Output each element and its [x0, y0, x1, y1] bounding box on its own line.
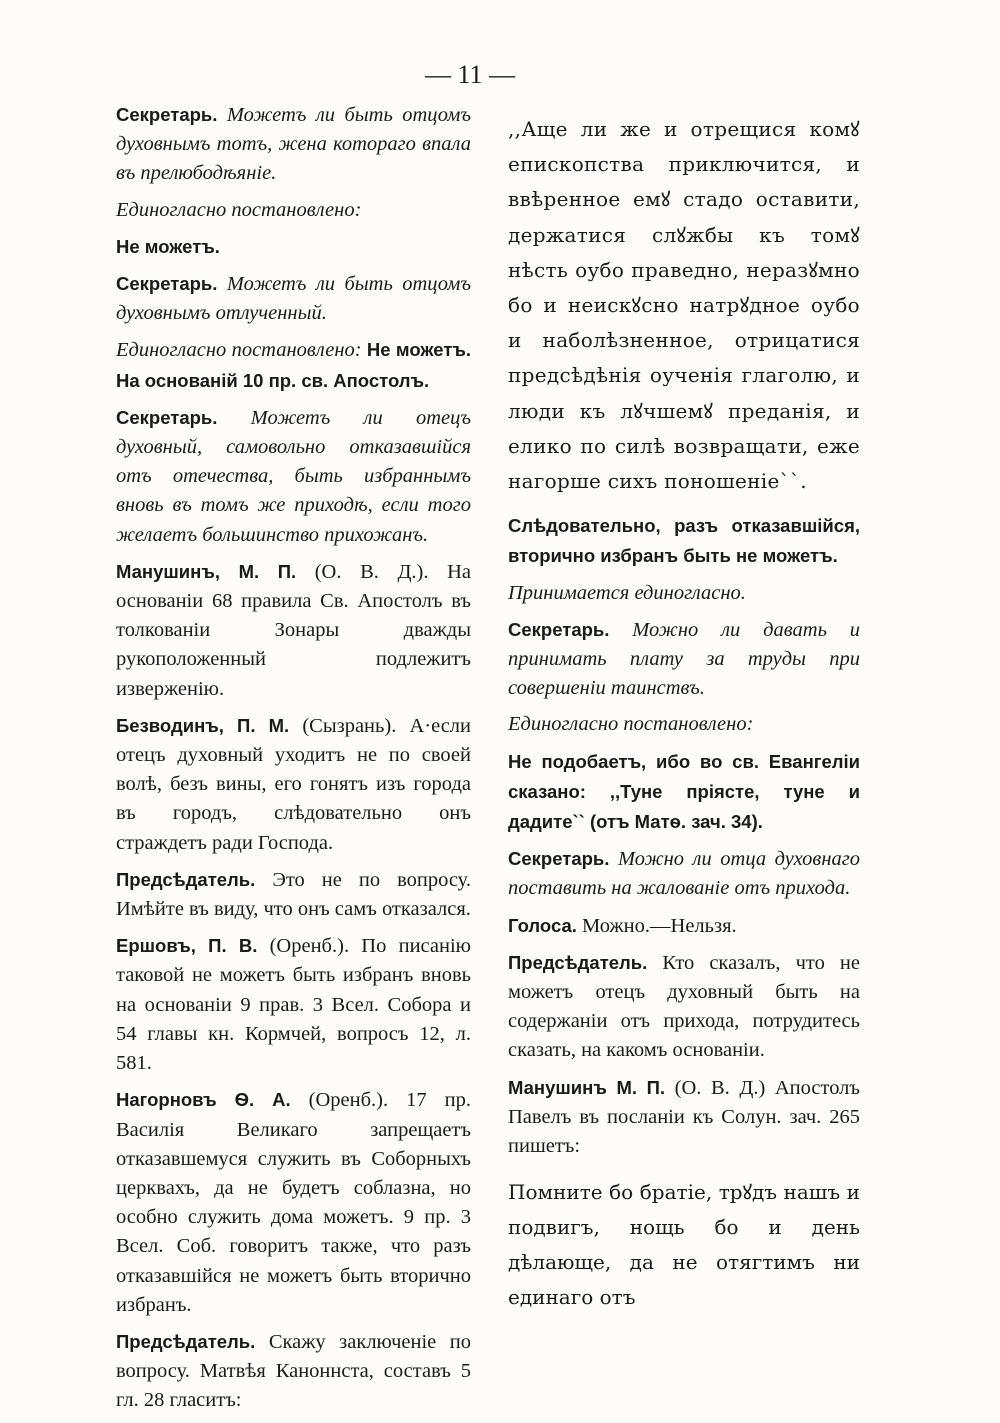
- speaker: Секретарь.: [116, 406, 218, 428]
- left-column: [116, 100, 471, 1423]
- right-column: [508, 100, 860, 1315]
- slavonic-quote-2: Помните бо братіе, трꙋдъ нашъ и подвигъ, нощь бо и день дѣлающе, да не отягтимъ ни единаго отъ: [508, 1180, 860, 1310]
- paragraph-text: Не можетъ.: [116, 235, 220, 257]
- paragraph: [116, 1085, 471, 1320]
- speaker: Секретарь.: [508, 618, 610, 640]
- speaker: Манушинъ, М. П.: [116, 560, 297, 582]
- paragraph: [116, 335, 471, 395]
- paragraph-text: Можно ли отца духовнаго поставить на жалованіе отъ прихода.: [508, 848, 860, 900]
- speaker: Секретарь.: [116, 104, 218, 125]
- paragraph-italic: Единогласно постановлено:: [116, 339, 362, 362]
- speaker: Предсѣдатель.: [116, 1330, 256, 1352]
- paragraph-text: (Оренб.). По писанію таковой не можетъ быть избранъ вновь на основаніи 9 прав. 3 Всел. Собора и 54 главы кн. Кормчей, вопросъ 12, л. 581.: [116, 935, 471, 1075]
- paragraph-text: (О. В. Д.) Апостолъ Павелъ въ посланіи къ Солун. зач. 265 пишетъ:: [508, 1076, 860, 1158]
- paragraph: [116, 403, 471, 550]
- paragraph: [508, 948, 860, 1066]
- paragraph-text: Принимается единогласно.: [508, 581, 746, 604]
- paragraph-text: Можно ли давать и принимать плату за труды при совершеніи таинствъ.: [508, 618, 860, 700]
- paragraph-text: Это не по вопросу. Имѣйте въ виду, что онъ самъ отказался.: [116, 868, 471, 921]
- speaker: Предсѣдатель.: [508, 951, 648, 973]
- speaker: Ершовъ, П. В.: [116, 935, 258, 957]
- speaker: Безводинъ, П. М.: [116, 714, 290, 736]
- paragraph-text: (Сызрань). А·если отецъ духовный уходитъ не по своей волѣ, безъ вины, его гонятъ изъ города въ городъ, слѣдовательно онъ страждетъ ради Господа.: [116, 714, 471, 854]
- paragraph: [508, 1073, 860, 1162]
- paragraph: [116, 269, 471, 328]
- paragraph: [116, 232, 471, 262]
- paragraph: [508, 710, 860, 739]
- speaker: Секретарь.: [116, 273, 218, 295]
- paragraph-text: Можетъ ли быть отцомъ духовнымъ отлученный.: [116, 273, 471, 325]
- paragraph: [508, 911, 860, 941]
- paragraph: [116, 931, 471, 1078]
- paragraph-text: (О. В. Д.). На основаніи 68 правила Св. Апостолъ въ толкованіи Зонары дважды рукоположенный подлежитъ изверженію.: [116, 560, 471, 700]
- paragraph-text: Слѣдовательно, разъ отказавшійся, вторично избранъ быть не можетъ.: [508, 515, 860, 567]
- paragraph: [508, 747, 860, 838]
- paragraph-text: Единогласно постановлено:: [508, 713, 754, 736]
- speaker: Манушинъ М. П.: [508, 1076, 666, 1098]
- paragraph-text: Можетъ ли отецъ духовный, самовольно отказавшійся отъ отечества, быть избраннымъ вновь въ томъ же приходѣ, если того желаетъ большинство прихожанъ.: [116, 406, 471, 546]
- paragraph-text: Не можетъ. На основаній 10 пр. св. Апостолъ.: [116, 339, 472, 391]
- page-number: — 11 —: [424, 60, 516, 89]
- speaker: Голоса.: [508, 914, 577, 936]
- paragraph-text: Скажу заключеніе по вопросу. Матвѣя Каноннста, составъ 5 гл. 28 гласитъ:: [116, 1330, 471, 1412]
- paragraph-text: Можно.—Нельзя.: [576, 914, 737, 937]
- speaker: Предсѣдатель.: [116, 868, 256, 890]
- paragraph: [508, 511, 860, 571]
- paragraph: [116, 865, 471, 924]
- paragraph-text: Единогласно постановлено:: [116, 198, 362, 221]
- paragraph-text: (Оренб.). 17 пр. Василія Великаго запрещаетъ отказавшемуся служить въ Соборныхъ церквахъ, да не будетъ соблазна, но особно служить дома можетъ. 9 пр. 3 Всел. Соб. говоритъ также, что разъ отказавшійся не можетъ быть вторично избранъ.: [116, 1089, 471, 1316]
- paragraph: [508, 844, 860, 903]
- paragraph: [508, 615, 860, 704]
- speaker: Нагорновъ Ѳ. А.: [116, 1089, 291, 1111]
- paragraph: [508, 579, 860, 608]
- paragraph: [116, 1327, 471, 1416]
- paragraph: [116, 100, 471, 189]
- paragraph: [116, 557, 471, 704]
- paragraph-text: Не подобаетъ, ибо во св. Евангеліи сказано: ,,Туне пріясте, туне и дадите`` (отъ Матѳ. зач. 34).: [508, 750, 860, 833]
- paragraph: [116, 711, 471, 858]
- speaker: Секретарь.: [508, 848, 610, 870]
- paragraph: [116, 196, 471, 225]
- slavonic-quote: ,,Аще ли же и отрещися комꙋ епископства приключится, и ввѣренное емꙋ стадо оставити, держатися слꙋжбы къ томꙋ нѣсть оубо праведно, неразꙋмно бо и неискꙋсно натрꙋдное оубо и наболѣзненное, отрицатися предсѣдѣнія оученія глаголю, и люди къ лꙋчшемꙋ преданія, и елико по силѣ возвращати, еже нагорше сихъ поношеніе``.: [508, 117, 860, 494]
- paragraph-text: Можетъ ли быть отцомъ духовнымъ тотъ, жена котораго впала въ прелюбодѣяніе.: [116, 104, 471, 185]
- paragraph-text: Кто сказалъ, что не можетъ отецъ духовный быть на содержаніи отъ прихода, потрудитесь сказать, на какомъ основаніи.: [508, 951, 860, 1062]
